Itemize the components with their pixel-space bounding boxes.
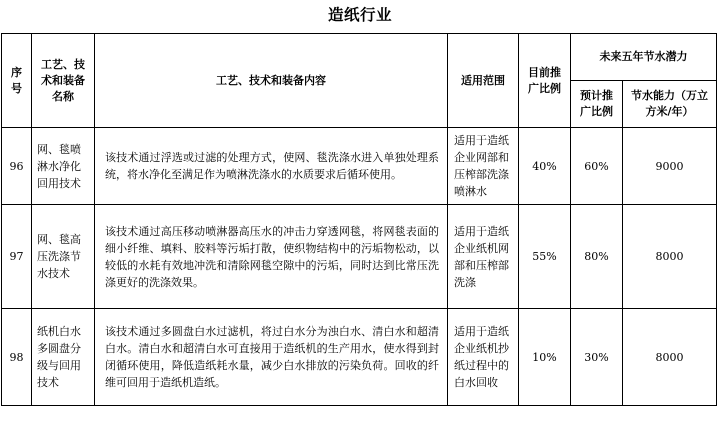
header-current-ratio: 目前推广比例 [519, 34, 571, 128]
row-expected-ratio: 30% [571, 309, 623, 406]
row-scope: 适用于造纸企业纸机网部和压榨部洗涤 [448, 205, 519, 309]
page-title: 造纸行业 [327, 6, 392, 24]
row-saving-capacity: 9000 [623, 128, 717, 205]
row-saving-capacity: 8000 [623, 309, 717, 406]
header-content: 工艺、技术和装备内容 [95, 34, 448, 128]
row-scope: 适用于造纸企业纸机抄纸过程中的白水回收 [448, 309, 519, 406]
row-content: 该技术通过浮选或过滤的处理方式，使网、毯洗涤水进入单独处理系统，将水净化至满足作为喷淋洗涤水的水质要求后循环使用。 [95, 128, 448, 205]
row-content: 该技术通过多圆盘白水过滤机，将过白水分为浊白水、清白水和超清白水。清白水和超清白水可直接用于造纸机的生产用水，使水得到封闭循环使用，降低造纸耗水量，减少白水排放的污染负荷。回收的纤维可回用于造纸机造纸。 [95, 309, 448, 406]
row-current-ratio: 10% [519, 309, 571, 406]
table-row [2, 128, 717, 205]
row-current-ratio: 40% [519, 128, 571, 205]
header-saving-capacity: 节水能力（万立方米/年） [623, 81, 717, 128]
row-no: 97 [2, 205, 32, 309]
header-no: 序号 [2, 34, 32, 128]
water-saving-table [1, 33, 717, 406]
row-current-ratio: 55% [519, 205, 571, 309]
row-name: 网、毯喷淋水净化回用技术 [32, 128, 95, 205]
row-expected-ratio: 80% [571, 205, 623, 309]
header-potential-group: 未来五年节水潜力 [571, 34, 717, 81]
header-row-1 [2, 34, 717, 81]
table-row [2, 205, 717, 309]
row-content: 该技术通过高压移动喷淋器高压水的冲击力穿透网毯，将网毯表面的细小纤维、填料、胶料等污垢打散，使织物结构中的污垢物松动，以较低的水耗有效地冲洗和清除网毯空隙中的污垢，同时达到比常压洗涤更好的洗涤效果。 [95, 205, 448, 309]
header-expected-ratio: 预计推广比例 [571, 81, 623, 128]
row-name: 网、毯高压洗涤节水技术 [32, 205, 95, 309]
row-no: 98 [2, 309, 32, 406]
row-scope: 适用于造纸企业网部和压榨部洗涤喷淋水 [448, 128, 519, 205]
header-scope: 适用范围 [448, 34, 519, 128]
header-name: 工艺、技术和装备名称 [32, 34, 95, 128]
row-name: 纸机白水多圆盘分级与回用技术 [32, 309, 95, 406]
row-no: 96 [2, 128, 32, 205]
row-expected-ratio: 60% [571, 128, 623, 205]
table-row [2, 309, 717, 406]
row-saving-capacity: 8000 [623, 205, 717, 309]
